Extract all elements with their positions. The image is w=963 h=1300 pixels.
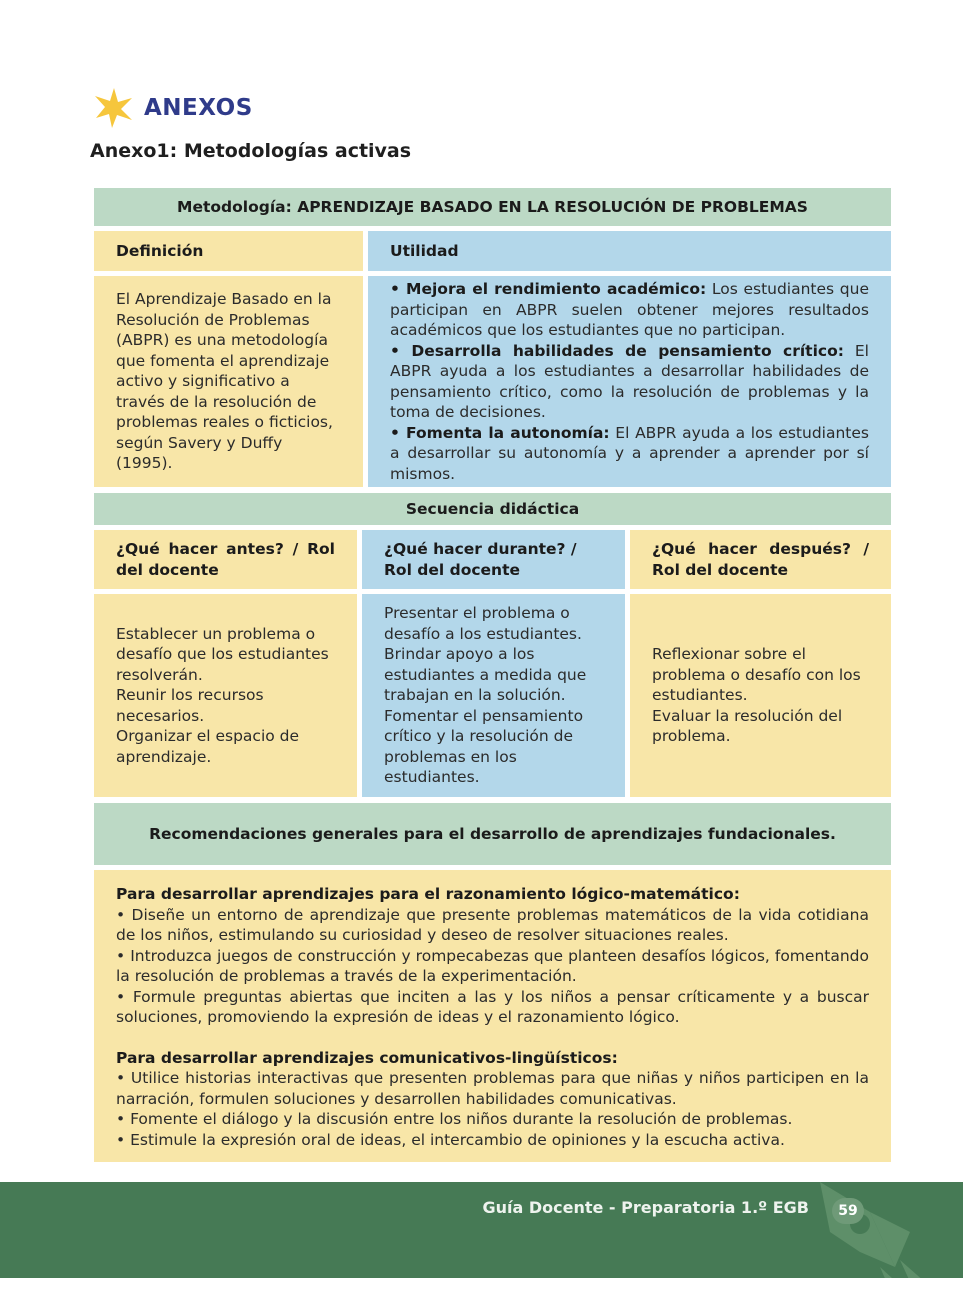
- utility-header-label: Utilidad: [390, 241, 459, 260]
- during-content: [362, 594, 625, 797]
- after-line: Reflexionar sobre el problema o desafío con los estudiantes.: [652, 645, 861, 705]
- logic-math-title: Para desarrollar aprendizajes para el razonamiento lógico-matemático:: [116, 885, 740, 903]
- definition-header-label: Definición: [116, 241, 204, 260]
- utility-item-title: • Fomenta la autonomía:: [390, 423, 610, 442]
- recommendation-item: • Diseñe un entorno de aprendizaje que presente problemas matemáticos de la vida cotidiana de los niños, estimulando su curiosidad y deseo de resolver situaciones reales.: [116, 905, 869, 944]
- utility-item-text: El ABPR ayuda a los estudiantes a desarrollar su autonomía y a aprender a aprender por sí mismos.: [390, 423, 869, 483]
- section-header: [92, 86, 253, 130]
- rocket-icon: [800, 1182, 930, 1278]
- utility-list: [368, 276, 891, 487]
- utility-item-title: • Desarrolla habilidades de pensamiento crítico:: [390, 341, 844, 360]
- recommendation-item: • Fomente el diálogo y la discusión entre los niños durante la resolución de problemas.: [116, 1110, 793, 1128]
- after-content: [630, 594, 891, 797]
- during-header-label: ¿Qué hacer durante? / Rol del docente: [384, 540, 577, 579]
- after-line: Evaluar la resolución del problema.: [652, 706, 843, 746]
- before-header: [94, 530, 357, 589]
- recommendation-item: • Utilice historias interactivas que presenten problemas para que niñas y niños participen en la narración, formulen soluciones y desarrollen habilidades comunicativas.: [116, 1069, 869, 1108]
- definition-text-cell: [94, 276, 363, 487]
- sequence-title: Secuencia didáctica: [94, 493, 891, 525]
- utility-item-text: El ABPR ayuda a los estudiantes a desarrollar habilidades de pensamiento crítico, como la resolución de problemas y la toma de decisiones.: [390, 341, 869, 421]
- utility-item: [390, 341, 869, 423]
- section-title: ANEXOS: [144, 95, 253, 121]
- before-line: Establecer un problema o desafío que los estudiantes resolverán.: [116, 624, 329, 684]
- during-header: [362, 530, 625, 589]
- definition-header: [94, 231, 363, 271]
- recommendation-item: • Introduzca juegos de construcción y rompecabezas que planteen desafíos lógicos, fomentando la resolución de problemas a través de la experimentación.: [116, 946, 869, 985]
- utility-header: [368, 231, 891, 271]
- during-line: Brindar apoyo a los estudiantes a medida que trabajan en la solución.: [384, 645, 587, 705]
- methodology-title: Metodología: APRENDIZAJE BASADO EN LA RESOLUCIÓN DE PROBLEMAS: [94, 188, 891, 226]
- utility-item-title: • Mejora el rendimiento académico:: [390, 280, 707, 298]
- page-footer: [0, 1182, 963, 1278]
- utility-item: [390, 279, 869, 341]
- utility-item: [390, 423, 869, 485]
- utility-item-text: Los estudiantes que participan en ABPR suelen obtener mejores resultados académicos que los estudiantes que no participan.: [390, 280, 869, 339]
- during-line: Presentar el problema o desafío a los estudiantes.: [384, 604, 582, 643]
- after-header: [630, 530, 891, 589]
- recommendation-item: • Estimule la expresión oral de ideas, el intercambio de opiniones y la escucha activa.: [116, 1130, 785, 1149]
- after-header-label: ¿Qué hacer después? / Rol del docente: [652, 540, 869, 579]
- recommendations-title: Recomendaciones generales para el desarrollo de aprendizajes fundacionales.: [94, 803, 891, 865]
- annex-title: Anexo1: Metodologías activas: [90, 140, 412, 162]
- page-number: 59: [832, 1198, 864, 1224]
- star-icon: [92, 86, 136, 130]
- before-line: Reunir los recursos necesarios.: [116, 686, 264, 725]
- before-header-label: ¿Qué hacer antes? / Rol del docente: [116, 540, 335, 579]
- recommendation-item: • Formule preguntas abiertas que inciten a las y los niños a pensar críticamente y a buscar soluciones, promoviendo la expresión de ideas y el razonamiento lógico.: [116, 987, 869, 1026]
- during-line: Fomentar el pensamiento crítico y la resolución de problemas en los estudiantes.: [384, 706, 584, 787]
- recommendations-content: [94, 870, 891, 1162]
- footer-text: Guía Docente - Preparatoria 1.º EGB: [482, 1198, 809, 1217]
- definition-text: El Aprendizaje Basado en la Resolución de Problemas (ABPR) es una metodología que fomenta el aprendizaje activo y significativo a través de la resolución de problemas reales o ficticios, según Savery y Duffy (1995).: [116, 290, 333, 473]
- before-line: Organizar el espacio de aprendizaje.: [116, 727, 300, 766]
- before-content: [94, 594, 357, 797]
- communicative-title: Para desarrollar aprendizajes comunicativos-lingüísticos:: [116, 1048, 618, 1067]
